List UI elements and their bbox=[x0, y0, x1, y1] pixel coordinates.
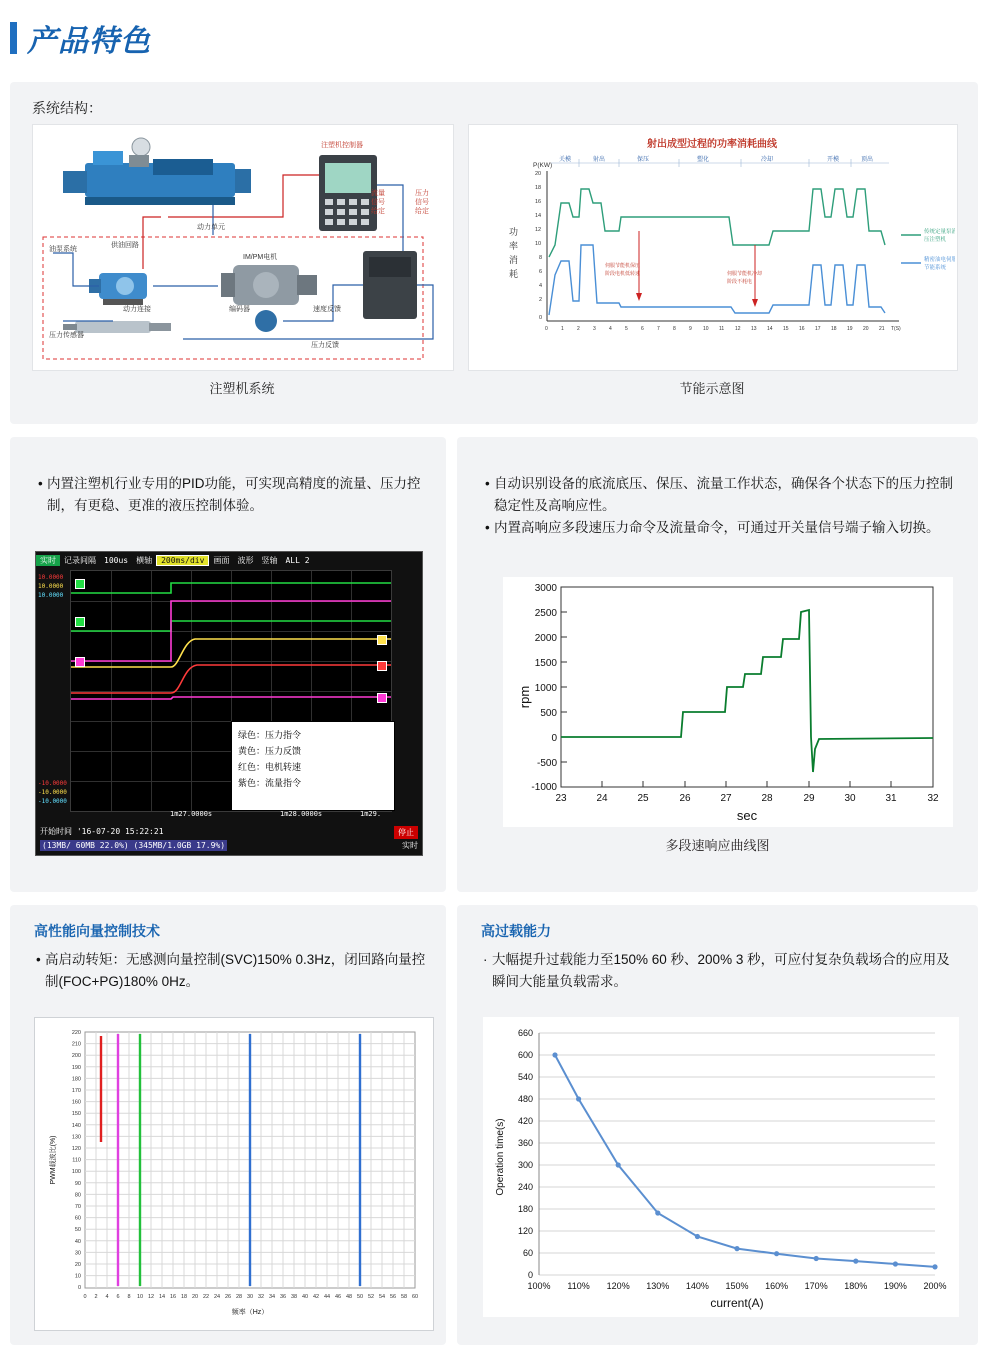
svg-text:170: 170 bbox=[71, 1088, 81, 1094]
bullet-text: 大幅提升过载能力至150% 60 秒、200% 3 秒，可应付复杂负载场合的应用及瞬间大能量负载需求。 bbox=[492, 952, 950, 989]
svg-text:50: 50 bbox=[356, 1294, 364, 1300]
svg-text:率: 率 bbox=[509, 241, 519, 251]
svg-text:40: 40 bbox=[301, 1294, 309, 1300]
svg-text:射出: 射出 bbox=[593, 157, 606, 163]
svg-text:-1000: -1000 bbox=[531, 782, 557, 793]
svg-text:12: 12 bbox=[735, 326, 741, 332]
overload-panel bbox=[457, 905, 978, 1345]
svg-text:10: 10 bbox=[535, 241, 542, 247]
page-title: 产品特色 bbox=[27, 25, 151, 58]
svg-text:1500: 1500 bbox=[534, 658, 557, 669]
bullet-text: 高启动转矩：无感测向量控制(SVC)150% 0.3Hz，闭回路向量控制(FOC+PG)180% 0Hz。 bbox=[45, 952, 426, 989]
scope-xlabel-2: 1m28.0000s bbox=[280, 810, 323, 818]
svg-text:30: 30 bbox=[74, 1250, 81, 1257]
svg-text:15: 15 bbox=[783, 326, 789, 332]
svg-text:频率（Hz）: 频率（Hz） bbox=[231, 1309, 269, 1316]
svg-text:4: 4 bbox=[105, 1294, 109, 1300]
scope-ch2-max: 10.0000 bbox=[38, 583, 64, 590]
svg-text:24: 24 bbox=[213, 1294, 221, 1300]
svg-text:节能系统: 节能系统 bbox=[924, 265, 947, 271]
svg-text:70: 70 bbox=[74, 1204, 81, 1210]
svg-text:给定: 给定 bbox=[371, 208, 385, 215]
list-item bbox=[36, 949, 432, 993]
svg-text:150: 150 bbox=[71, 1111, 81, 1118]
pwm-carrier-chart bbox=[34, 1017, 434, 1331]
bullet-dot-icon: • bbox=[36, 952, 41, 967]
svg-text:170%: 170% bbox=[804, 1281, 828, 1291]
svg-text:160%: 160% bbox=[765, 1281, 789, 1291]
multi-speed-svg bbox=[503, 577, 953, 827]
bullet-text: 内置高响应多段速压力命令及流量命令，可通过开关量信号端子输入切换。 bbox=[494, 520, 940, 535]
svg-text:500: 500 bbox=[540, 708, 557, 719]
svg-text:4: 4 bbox=[539, 283, 543, 289]
injection-machine-svg bbox=[33, 125, 451, 368]
svg-text:20: 20 bbox=[191, 1294, 199, 1300]
svg-text:60: 60 bbox=[522, 1248, 533, 1258]
svg-text:200: 200 bbox=[71, 1053, 81, 1060]
svg-text:3: 3 bbox=[593, 326, 596, 332]
svg-text:25: 25 bbox=[637, 793, 649, 804]
svg-text:23: 23 bbox=[555, 793, 567, 804]
svg-text:180: 180 bbox=[517, 1204, 533, 1214]
svg-text:给定: 给定 bbox=[415, 208, 429, 215]
svg-text:50: 50 bbox=[74, 1227, 81, 1234]
svg-text:18: 18 bbox=[535, 185, 542, 191]
svg-text:360: 360 bbox=[517, 1138, 533, 1148]
svg-text:28: 28 bbox=[761, 793, 773, 804]
svg-text:31: 31 bbox=[885, 793, 897, 804]
svg-text:消: 消 bbox=[509, 255, 519, 265]
svg-text:120: 120 bbox=[71, 1146, 81, 1152]
scope-chip-magenta bbox=[75, 657, 85, 667]
svg-text:PWM载波比(%): PWM载波比(%) bbox=[50, 1135, 57, 1185]
svg-text:48: 48 bbox=[345, 1294, 353, 1300]
svg-text:30: 30 bbox=[844, 793, 856, 804]
scope-chip-red bbox=[377, 661, 387, 671]
scope-chip-magenta-2 bbox=[377, 693, 387, 703]
scope-x-axis bbox=[70, 810, 390, 822]
svg-text:9: 9 bbox=[689, 326, 692, 332]
svg-text:660: 660 bbox=[517, 1028, 533, 1038]
svg-text:阶段电机低转速: 阶段电机低转速 bbox=[605, 271, 641, 277]
pid-feature-panel bbox=[10, 437, 446, 892]
svg-text:精密油电伺服: 精密油电伺服 bbox=[924, 257, 955, 263]
svg-text:冷却: 冷却 bbox=[761, 157, 774, 163]
svg-text:14: 14 bbox=[767, 326, 773, 332]
svg-text:压力: 压力 bbox=[415, 190, 429, 197]
overload-svg bbox=[483, 1017, 959, 1317]
svg-text:180: 180 bbox=[71, 1076, 81, 1083]
svg-text:480: 480 bbox=[517, 1094, 533, 1104]
legend-magenta: 紫色：流量指令 bbox=[238, 778, 302, 788]
svg-text:120: 120 bbox=[517, 1226, 533, 1236]
svg-text:120%: 120% bbox=[606, 1281, 630, 1291]
scope-chip-green-2 bbox=[75, 617, 85, 627]
svg-text:流量: 流量 bbox=[371, 190, 385, 197]
scope-plot-area bbox=[70, 570, 392, 812]
oscilloscope-screenshot bbox=[35, 551, 423, 856]
svg-text:8: 8 bbox=[673, 326, 676, 332]
scope-label-yaxis: 竖轴 bbox=[261, 555, 278, 565]
scope-label-interval: 记录间隔 bbox=[64, 555, 96, 565]
svg-text:4: 4 bbox=[609, 326, 612, 332]
svg-text:32: 32 bbox=[257, 1294, 265, 1300]
svg-text:伺服节能机保压: 伺服节能机保压 bbox=[605, 263, 641, 269]
system-structure-panel bbox=[10, 82, 978, 424]
bullet-text: 自动识别设备的底流底压、保压、流量工作状态，确保各个状态下的压力控制稳定性及高响应性。 bbox=[494, 476, 953, 513]
list-item bbox=[38, 473, 430, 517]
svg-text:32: 32 bbox=[927, 793, 939, 804]
scope-ch3-max: 10.0000 bbox=[38, 592, 64, 599]
svg-text:26: 26 bbox=[224, 1294, 232, 1300]
svg-text:600: 600 bbox=[517, 1050, 533, 1060]
svg-text:220: 220 bbox=[71, 1030, 81, 1036]
svg-text:保压: 保压 bbox=[637, 157, 650, 163]
svg-text:T(S): T(S) bbox=[891, 326, 901, 332]
svg-text:42: 42 bbox=[312, 1294, 320, 1300]
svg-text:240: 240 bbox=[517, 1182, 533, 1192]
svg-text:油泵系统: 油泵系统 bbox=[49, 246, 77, 253]
svg-text:54: 54 bbox=[378, 1294, 386, 1300]
vector-control-title: 高性能向量控制技术 bbox=[34, 923, 160, 939]
svg-text:130: 130 bbox=[71, 1134, 81, 1141]
bullet-text: 内置注塑机行业专用的PID功能，可实现高精度的流量、压力控制，有更稳、更准的液压控制体验。 bbox=[47, 476, 421, 513]
svg-text:14: 14 bbox=[158, 1294, 166, 1300]
svg-text:0: 0 bbox=[527, 1270, 533, 1280]
svg-text:190%: 190% bbox=[883, 1281, 907, 1291]
bullet-dot-icon: • bbox=[485, 520, 490, 535]
svg-text:38: 38 bbox=[290, 1294, 298, 1300]
svg-text:20: 20 bbox=[863, 326, 869, 332]
svg-text:速度反馈: 速度反馈 bbox=[313, 306, 341, 313]
svg-text:0: 0 bbox=[539, 315, 543, 321]
svg-text:传统定量泵液: 传统定量泵液 bbox=[924, 229, 955, 235]
svg-text:压注塑机: 压注塑机 bbox=[924, 237, 947, 243]
scope-chip-yellow bbox=[377, 635, 387, 645]
svg-text:52: 52 bbox=[367, 1294, 375, 1300]
page-header bbox=[10, 16, 151, 60]
legend-yellow: 黄色：压力反馈 bbox=[238, 746, 302, 756]
svg-text:current(A): current(A) bbox=[710, 1296, 764, 1310]
scope-ch1-min: -10.0000 bbox=[38, 780, 67, 787]
svg-text:80: 80 bbox=[74, 1192, 81, 1199]
legend-red: 红色：电机转速 bbox=[238, 762, 302, 772]
svg-text:140: 140 bbox=[71, 1122, 81, 1129]
svg-text:注塑机控制器: 注塑机控制器 bbox=[321, 142, 363, 149]
svg-text:24: 24 bbox=[596, 793, 608, 804]
scope-storage-status: (13MB/ 60MB 22.0%) (345MB/1.0GB 17.9%) bbox=[42, 841, 226, 850]
svg-text:60: 60 bbox=[411, 1294, 419, 1300]
scope-xlabel-1: 1m27.0000s bbox=[170, 810, 213, 818]
svg-text:关模: 关模 bbox=[559, 157, 572, 163]
svg-text:13: 13 bbox=[751, 326, 757, 332]
svg-text:IM/PM电机: IM/PM电机 bbox=[243, 254, 278, 261]
svg-text:46: 46 bbox=[334, 1294, 342, 1300]
svg-text:6: 6 bbox=[641, 326, 644, 332]
svg-text:27: 27 bbox=[720, 793, 732, 804]
legend-green: 绿色：压力指令 bbox=[238, 730, 302, 740]
svg-text:22: 22 bbox=[202, 1294, 210, 1300]
caption-injection-system: 注塑机系统 bbox=[209, 381, 275, 396]
svg-text:200%: 200% bbox=[923, 1281, 947, 1291]
svg-text:开模: 开模 bbox=[827, 157, 840, 163]
svg-text:6: 6 bbox=[539, 269, 543, 275]
svg-text:动力连接: 动力连接 bbox=[123, 306, 151, 313]
energy-saving-chart bbox=[468, 124, 958, 371]
svg-text:11: 11 bbox=[719, 326, 725, 332]
svg-text:阶段不耗电: 阶段不耗电 bbox=[727, 279, 753, 285]
svg-text:420: 420 bbox=[517, 1116, 533, 1126]
svg-text:顶出: 顶出 bbox=[861, 157, 874, 163]
svg-text:190: 190 bbox=[71, 1064, 81, 1071]
scope-xlabel-3: 1m29. bbox=[360, 810, 382, 818]
svg-text:Operation time(s): Operation time(s) bbox=[495, 1118, 506, 1196]
svg-text:0: 0 bbox=[83, 1294, 87, 1300]
svg-text:16: 16 bbox=[799, 326, 805, 332]
svg-text:0: 0 bbox=[545, 326, 548, 332]
svg-text:58: 58 bbox=[400, 1294, 408, 1300]
svg-text:10: 10 bbox=[136, 1294, 144, 1300]
svg-text:18: 18 bbox=[180, 1294, 188, 1300]
injection-machine-diagram bbox=[32, 124, 454, 371]
scope-stop-button[interactable]: 停止 bbox=[394, 826, 418, 839]
scope-statusbar bbox=[36, 824, 422, 855]
svg-text:21: 21 bbox=[879, 326, 885, 332]
svg-text:5: 5 bbox=[625, 326, 628, 332]
svg-text:供油回路: 供油回路 bbox=[111, 242, 139, 249]
svg-text:压力传感器: 压力传感器 bbox=[49, 332, 84, 339]
overload-bullet-list bbox=[483, 949, 959, 993]
overload-capability-chart bbox=[483, 1017, 959, 1317]
svg-text:-500: -500 bbox=[536, 758, 557, 769]
multi-speed-caption: 多段速响应曲线图 bbox=[665, 838, 770, 853]
svg-text:3000: 3000 bbox=[534, 583, 557, 594]
scope-value-interval: 100us bbox=[104, 555, 129, 565]
scope-ch2-min: -10.0000 bbox=[38, 789, 67, 796]
svg-text:0: 0 bbox=[77, 1285, 81, 1292]
svg-text:7: 7 bbox=[657, 326, 660, 332]
svg-text:20: 20 bbox=[535, 171, 542, 177]
svg-text:30: 30 bbox=[246, 1294, 254, 1300]
svg-text:140%: 140% bbox=[685, 1281, 709, 1291]
svg-text:伺服节能机冷却: 伺服节能机冷却 bbox=[727, 271, 763, 277]
scope-realtime-button[interactable]: 实时 bbox=[402, 841, 418, 850]
svg-text:10: 10 bbox=[74, 1273, 81, 1280]
svg-text:16: 16 bbox=[169, 1294, 177, 1300]
svg-text:130%: 130% bbox=[646, 1281, 670, 1291]
system-structure-label: 系统结构： bbox=[32, 100, 102, 116]
svg-text:2000: 2000 bbox=[534, 633, 557, 644]
pid-bullet-list bbox=[38, 473, 430, 517]
vector-control-bullet-list bbox=[36, 949, 432, 993]
svg-text:29: 29 bbox=[803, 793, 815, 804]
scope-toolbar bbox=[36, 552, 422, 568]
svg-text:20: 20 bbox=[74, 1262, 81, 1268]
svg-text:2: 2 bbox=[539, 297, 543, 303]
scope-btn-realtime[interactable]: 实时 bbox=[36, 555, 60, 566]
svg-text:300: 300 bbox=[517, 1160, 533, 1170]
list-item bbox=[485, 517, 955, 539]
bullet-dot-icon: • bbox=[38, 476, 43, 491]
svg-text:90: 90 bbox=[74, 1180, 81, 1187]
svg-text:sec: sec bbox=[736, 808, 758, 823]
svg-text:150%: 150% bbox=[725, 1281, 749, 1291]
multi-speed-response-chart bbox=[503, 577, 953, 827]
svg-text:10: 10 bbox=[703, 326, 709, 332]
scope-start-time: 开始时间 '16-07-20 15:22:21 bbox=[40, 827, 164, 836]
svg-text:动力单元: 动力单元 bbox=[197, 224, 225, 231]
svg-text:编码器: 编码器 bbox=[229, 306, 250, 313]
svg-text:60: 60 bbox=[74, 1215, 81, 1222]
list-item bbox=[483, 949, 959, 993]
caption-energy-saving: 节能示意图 bbox=[679, 381, 745, 396]
scope-chip-green-1 bbox=[75, 579, 85, 589]
pressure-flow-feature-panel bbox=[457, 437, 978, 892]
svg-text:160: 160 bbox=[71, 1099, 81, 1106]
overload-title: 高过载能力 bbox=[481, 923, 551, 939]
svg-text:信号: 信号 bbox=[415, 199, 429, 206]
svg-text:2500: 2500 bbox=[534, 608, 557, 619]
pressure-flow-bullet-list bbox=[485, 473, 955, 539]
svg-text:1: 1 bbox=[561, 326, 564, 332]
svg-text:110%: 110% bbox=[567, 1281, 590, 1291]
svg-text:26: 26 bbox=[679, 793, 691, 804]
svg-text:耗: 耗 bbox=[509, 269, 519, 279]
scope-value-xaxis[interactable]: 200ms/div bbox=[156, 555, 209, 566]
svg-text:6: 6 bbox=[116, 1294, 120, 1300]
svg-text:2: 2 bbox=[577, 326, 580, 332]
svg-text:塑化: 塑化 bbox=[697, 157, 710, 163]
svg-text:8: 8 bbox=[539, 255, 543, 261]
list-item bbox=[485, 473, 955, 517]
scope-btn-waveform[interactable]: 波形 bbox=[237, 555, 254, 565]
svg-text:12: 12 bbox=[535, 227, 542, 233]
svg-text:36: 36 bbox=[279, 1294, 287, 1300]
svg-text:19: 19 bbox=[847, 326, 853, 332]
svg-text:功: 功 bbox=[509, 227, 519, 237]
svg-text:P(KW): P(KW) bbox=[533, 162, 553, 169]
svg-text:210: 210 bbox=[71, 1041, 81, 1048]
svg-text:信号: 信号 bbox=[371, 199, 385, 206]
scope-ch1-max: 10.0000 bbox=[38, 574, 64, 581]
vector-control-panel bbox=[10, 905, 446, 1345]
svg-text:压力反馈: 压力反馈 bbox=[311, 342, 339, 349]
bullet-dot-icon: • bbox=[485, 476, 490, 491]
svg-text:44: 44 bbox=[323, 1294, 331, 1300]
svg-text:1000: 1000 bbox=[534, 683, 557, 694]
svg-text:2: 2 bbox=[94, 1294, 98, 1300]
svg-text:28: 28 bbox=[235, 1294, 243, 1300]
header-accent-bar bbox=[10, 22, 17, 54]
svg-text:rpm: rpm bbox=[517, 685, 532, 709]
scope-btn-screen[interactable]: 画面 bbox=[213, 555, 230, 565]
pwm-carrier-svg bbox=[35, 1018, 431, 1328]
svg-text:40: 40 bbox=[74, 1238, 81, 1245]
svg-text:12: 12 bbox=[147, 1294, 155, 1300]
scope-legend bbox=[231, 721, 395, 811]
svg-text:180%: 180% bbox=[844, 1281, 868, 1291]
svg-text:110: 110 bbox=[72, 1157, 81, 1164]
scope-label-xaxis: 横轴 bbox=[136, 555, 153, 565]
svg-text:100%: 100% bbox=[527, 1281, 551, 1291]
scope-value-yaxis: ALL 2 bbox=[285, 555, 310, 565]
svg-text:8: 8 bbox=[127, 1294, 131, 1300]
svg-text:100: 100 bbox=[71, 1169, 81, 1176]
svg-text:14: 14 bbox=[535, 213, 542, 219]
scope-ch3-min: -10.0000 bbox=[38, 798, 67, 805]
svg-text:18: 18 bbox=[831, 326, 837, 332]
svg-text:17: 17 bbox=[815, 326, 821, 332]
svg-text:0: 0 bbox=[551, 733, 557, 744]
energy-saving-svg bbox=[469, 125, 955, 368]
svg-text:540: 540 bbox=[517, 1072, 533, 1082]
bullet-dot-icon: · bbox=[483, 952, 488, 967]
svg-text:16: 16 bbox=[535, 199, 542, 205]
svg-text:34: 34 bbox=[268, 1294, 276, 1300]
svg-text:射出成型过程的功率消耗曲线: 射出成型过程的功率消耗曲线 bbox=[647, 139, 777, 150]
svg-text:56: 56 bbox=[389, 1294, 397, 1300]
